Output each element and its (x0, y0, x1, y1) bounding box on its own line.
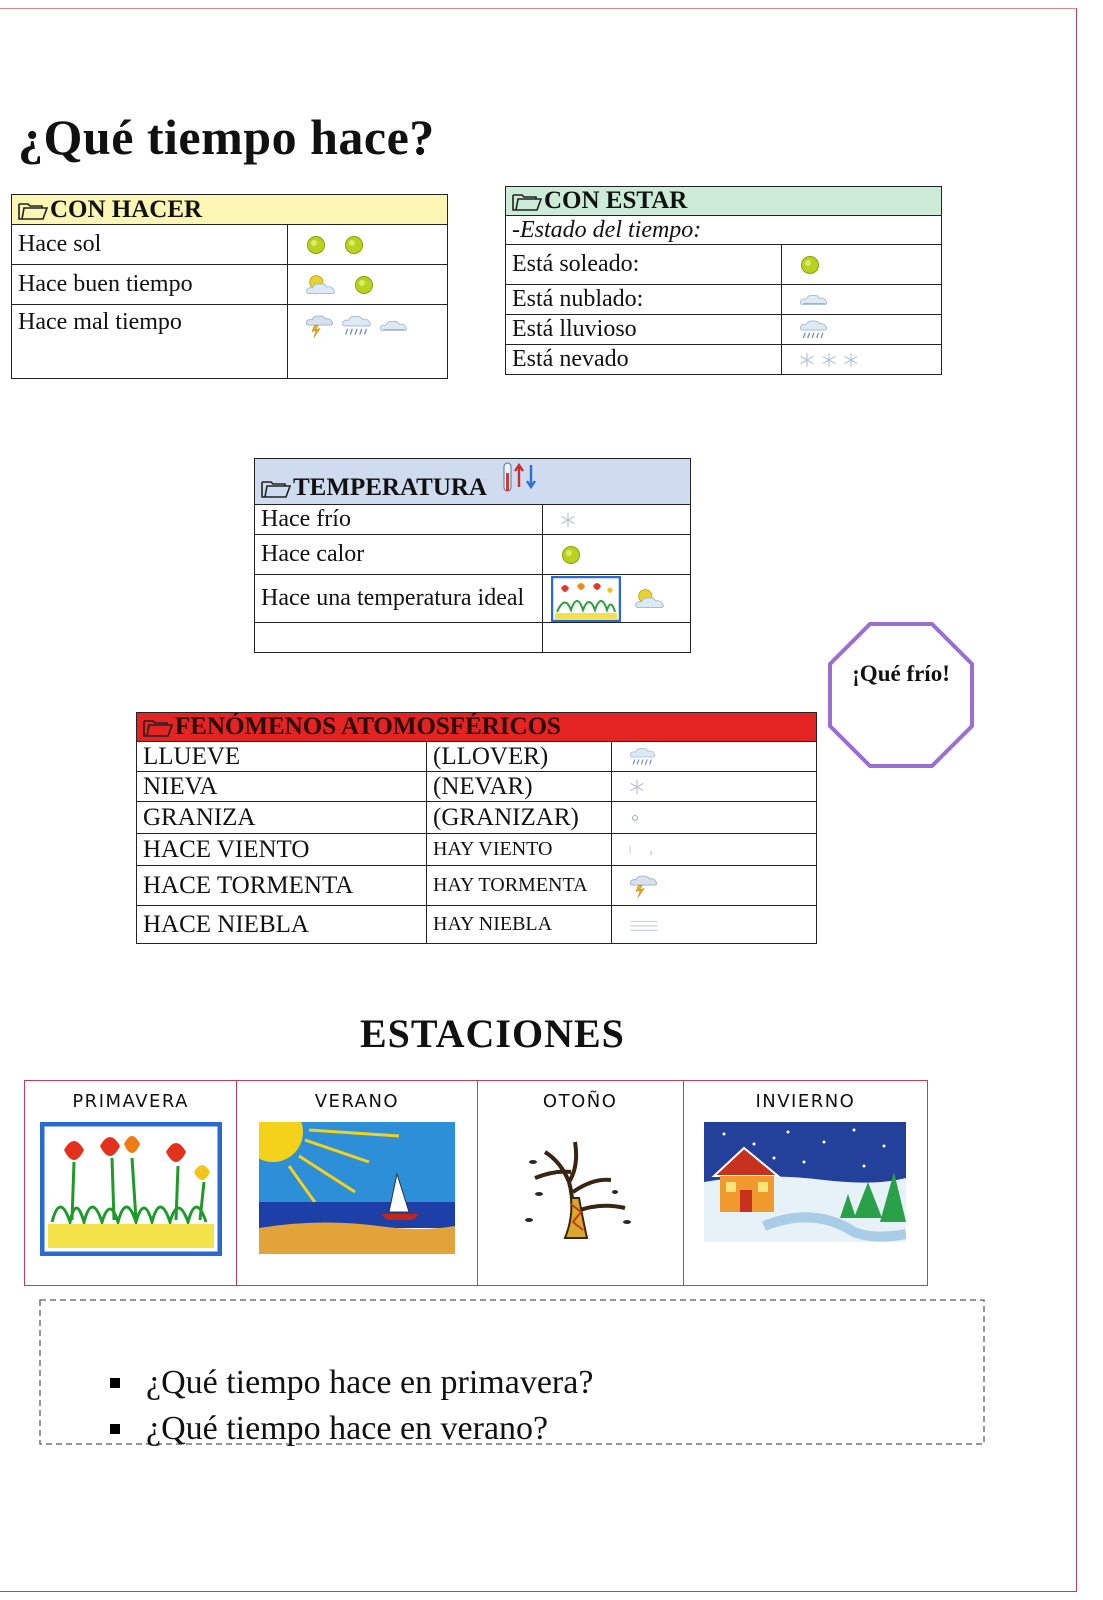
folder-icon (512, 191, 542, 211)
cloud-sun-icon (633, 586, 667, 612)
temperatura-table (254, 458, 691, 653)
question-text: ¿Qué tiempo hace en primavera? (146, 1364, 594, 1401)
estar-row-icons (782, 245, 942, 285)
rain-icon (628, 746, 658, 768)
season-label: VERANO (314, 1091, 400, 1112)
hacer-row-label: Hace mal tiempo (12, 305, 288, 379)
temperatura-header-label: TEMPERATURA (293, 474, 486, 501)
fenomeno-icon-cell (612, 802, 817, 834)
fenomeno-noun: HACE TORMENTA (137, 866, 427, 906)
thermometer-icon (500, 459, 540, 499)
con-hacer-header (12, 195, 448, 225)
estar-row-label: Está soleado: (506, 245, 782, 285)
seasons-grid (24, 1080, 928, 1286)
page-title: ¿Qué tiempo hace? (18, 109, 435, 165)
fenomeno-verb: (GRANIZAR) (427, 802, 612, 834)
fog-icon (628, 915, 660, 935)
snowflake-icon (628, 778, 646, 796)
con-estar-table (505, 186, 942, 375)
con-estar-header (506, 187, 942, 216)
temperatura-row-icons (543, 535, 691, 575)
season-otono (478, 1081, 684, 1285)
hail-icon (628, 811, 642, 825)
fenomeno-noun: NIEVA (137, 772, 427, 802)
hacer-row-label: Hace buen tiempo (12, 265, 288, 305)
fenomenos-table (136, 712, 817, 944)
hacer-row-icons (288, 305, 448, 379)
question-text: ¿Qué tiempo hace en verano? (146, 1410, 549, 1447)
fenomeno-verb: HAY NIEBLA (427, 906, 612, 944)
cloud-icon (798, 290, 830, 310)
cloud-icon (378, 316, 410, 336)
temperatura-row-icons (543, 505, 691, 535)
season-primavera (25, 1081, 237, 1285)
hacer-row-icons (288, 265, 448, 305)
snowflake-icon (798, 351, 816, 369)
fenomenos-header (137, 713, 817, 742)
fenomeno-noun: LLUEVE (137, 742, 427, 772)
estar-row-label: Está nevado (506, 345, 782, 375)
cloud-sun-icon (304, 272, 338, 298)
snowflake-icon (820, 351, 838, 369)
rain-icon (798, 318, 830, 342)
exclamation-text: ¡Qué frío! (852, 661, 950, 686)
fenomeno-verb: (NEVAR) (427, 772, 612, 802)
fenomeno-icon-cell (612, 834, 817, 866)
temperatura-row-icons (543, 575, 691, 623)
temperatura-row-label: Hace calor (255, 535, 543, 575)
estar-row-icons (782, 345, 942, 375)
sun-icon (798, 253, 822, 277)
fenomeno-verb: HAY VIENTO (427, 834, 612, 866)
flowers-icon (551, 576, 621, 622)
fenomeno-verb: (LLOVER) (427, 742, 612, 772)
fenomeno-icon-cell (612, 866, 817, 906)
tulips-icon (40, 1122, 222, 1256)
sun-icon (352, 273, 376, 297)
season-label: PRIMAVERA (72, 1091, 189, 1112)
question-item (110, 1406, 593, 1452)
sailboat-beach-icon (259, 1122, 455, 1254)
folder-icon (261, 478, 291, 498)
season-label: INVIERNO (755, 1091, 856, 1112)
exclamation-octagon (826, 620, 976, 770)
question-item (110, 1360, 593, 1406)
temperatura-row-icons (543, 623, 691, 653)
square-bullet-icon (110, 1424, 120, 1434)
con-estar-subheader: -Estado del tiempo: (506, 216, 942, 245)
snowy-house-icon (704, 1122, 906, 1242)
questions-list (110, 1360, 593, 1452)
snowflake-icon (559, 511, 577, 529)
fenomenos-header-label: FENÓMENOS ATOMOSFÉRICOS (175, 713, 561, 740)
hacer-row-label: Hace sol (12, 225, 288, 265)
estar-row-label: Está nublado: (506, 285, 782, 315)
con-hacer-table (11, 194, 448, 379)
estar-row-icons (782, 285, 942, 315)
fenomeno-noun: HACE NIEBLA (137, 906, 427, 944)
folder-icon (18, 200, 48, 220)
fenomeno-verb: HAY TORMENTA (427, 866, 612, 906)
folder-icon (143, 717, 173, 737)
bare-tree-icon (515, 1122, 645, 1242)
fenomeno-icon-cell (612, 772, 817, 802)
temperatura-row-label: Hace frío (255, 505, 543, 535)
season-label: OTOÑO (542, 1091, 618, 1112)
temperatura-row-label (255, 623, 543, 653)
estaciones-title: ESTACIONES (360, 1011, 625, 1056)
estar-row-icons (782, 315, 942, 345)
sun-icon (342, 233, 366, 257)
sun-icon (559, 543, 583, 567)
estar-row-label: Está lluvioso (506, 315, 782, 345)
fenomeno-icon-cell (612, 906, 817, 944)
wind-icon (628, 840, 668, 860)
storm-icon (304, 311, 336, 341)
temperatura-row-label: Hace una temperatura ideal (255, 575, 543, 623)
temperatura-header (255, 459, 691, 505)
hacer-row-icons (288, 225, 448, 265)
season-invierno (684, 1081, 927, 1285)
season-verano (237, 1081, 477, 1285)
con-estar-header-label: CON ESTAR (544, 187, 688, 214)
fenomeno-noun: HACE VIENTO (137, 834, 427, 866)
fenomeno-noun: GRANIZA (137, 802, 427, 834)
snowflake-icon (842, 351, 860, 369)
con-hacer-header-label: CON HACER (50, 195, 203, 223)
storm-icon (628, 871, 660, 901)
square-bullet-icon (110, 1378, 120, 1388)
fenomeno-icon-cell (612, 742, 817, 772)
sun-icon (304, 233, 328, 257)
rain-icon (340, 313, 374, 339)
